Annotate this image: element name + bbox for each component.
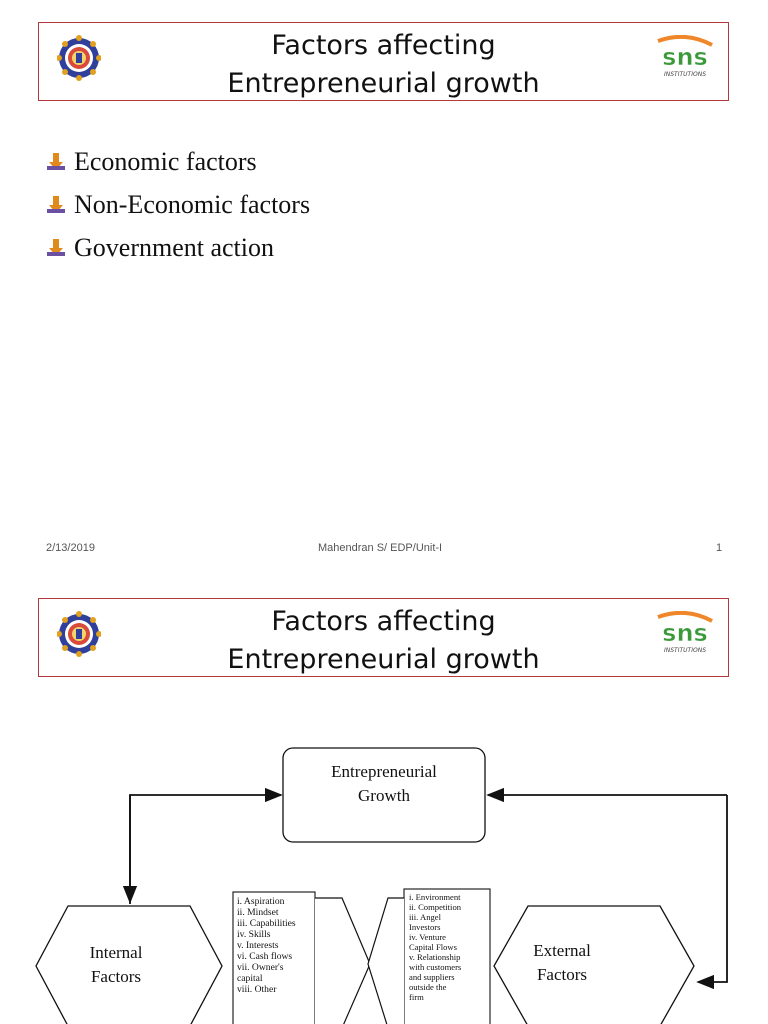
- internal-chevron-connector: [315, 898, 370, 1024]
- bullet-arrow-icon: [46, 238, 66, 258]
- growth-factors-diagram: [0, 576, 768, 1024]
- internal-list-item: i. Aspiration: [237, 896, 285, 907]
- sns-institutions-logo: [654, 35, 716, 79]
- logo-text: sns: [662, 43, 708, 71]
- external-label-line-1: External: [533, 941, 591, 960]
- external-list-item: firm: [409, 992, 424, 1002]
- title-line-1: Factors affecting: [271, 606, 496, 637]
- growth-to-external-arrow: [698, 795, 727, 982]
- footer-author: Mahendran S/ EDP/Unit-I: [318, 542, 443, 554]
- footer-date: 2/13/2019: [46, 542, 95, 554]
- bullet-arrow-icon: [46, 152, 66, 172]
- internal-list-item: viii. Other: [237, 984, 277, 995]
- title-line-2: Entrepreneurial growth: [227, 68, 540, 99]
- external-list-item: Capital Flows: [409, 942, 457, 952]
- bullet-list: [46, 140, 310, 269]
- slide-2: [0, 576, 768, 1024]
- internal-list-item: ii. Mindset: [237, 907, 279, 918]
- external-list-item: i. Environment: [409, 892, 461, 902]
- bullet-arrow-icon: [46, 195, 66, 215]
- logo-text: sns: [662, 619, 708, 647]
- internal-list-item: iii. Capabilities: [237, 918, 296, 929]
- internal-list-item: v. Interests: [237, 940, 279, 951]
- external-list-item: v. Relationship: [409, 952, 461, 962]
- list-item: [46, 140, 310, 183]
- external-list-item: and suppliers: [409, 972, 455, 982]
- slide-title: [39, 27, 728, 103]
- bullet-label: Government action: [74, 232, 274, 262]
- internal-label-line-2: Factors: [90, 967, 142, 986]
- internal-list-item: capital: [237, 973, 263, 984]
- title-line-1: Factors affecting: [271, 30, 496, 61]
- list-item: [46, 226, 310, 269]
- list-item: [46, 183, 310, 226]
- bullet-label: Economic factors: [74, 146, 257, 176]
- external-list-item: ii. Competition: [409, 902, 462, 912]
- external-list-item: outside the: [409, 982, 447, 992]
- growth-label-line-2: Growth: [358, 786, 410, 805]
- internal-label-line-1: Internal: [89, 943, 143, 962]
- footer-page-number: 1: [716, 542, 723, 554]
- external-list-item: Investors: [409, 922, 441, 932]
- internal-factors-shape: [36, 906, 222, 1024]
- external-list-item: with customers: [409, 962, 462, 972]
- internal-list-item: vi. Cash flows: [237, 951, 293, 962]
- logo-subtext: INSTITUTIONS: [663, 647, 707, 654]
- bullet-label: Non-Economic factors: [74, 189, 311, 219]
- logo-subtext: INSTITUTIONS: [663, 71, 707, 78]
- internal-list-item: iv. Skills: [237, 929, 271, 940]
- external-factors-shape: [494, 906, 694, 1024]
- external-label-line-2: Factors: [536, 965, 588, 984]
- external-chevron-connector: [368, 898, 404, 1024]
- internal-list-item: vii. Owner's: [237, 962, 284, 973]
- title-box: [38, 22, 729, 101]
- external-list-item: iv. Venture: [409, 932, 446, 942]
- title-line-2: Entrepreneurial growth: [227, 644, 540, 675]
- internal-to-growth-arrow: [130, 795, 281, 904]
- growth-label-line-1: Entrepreneurial: [331, 762, 437, 781]
- external-list-item: iii. Angel: [409, 912, 441, 922]
